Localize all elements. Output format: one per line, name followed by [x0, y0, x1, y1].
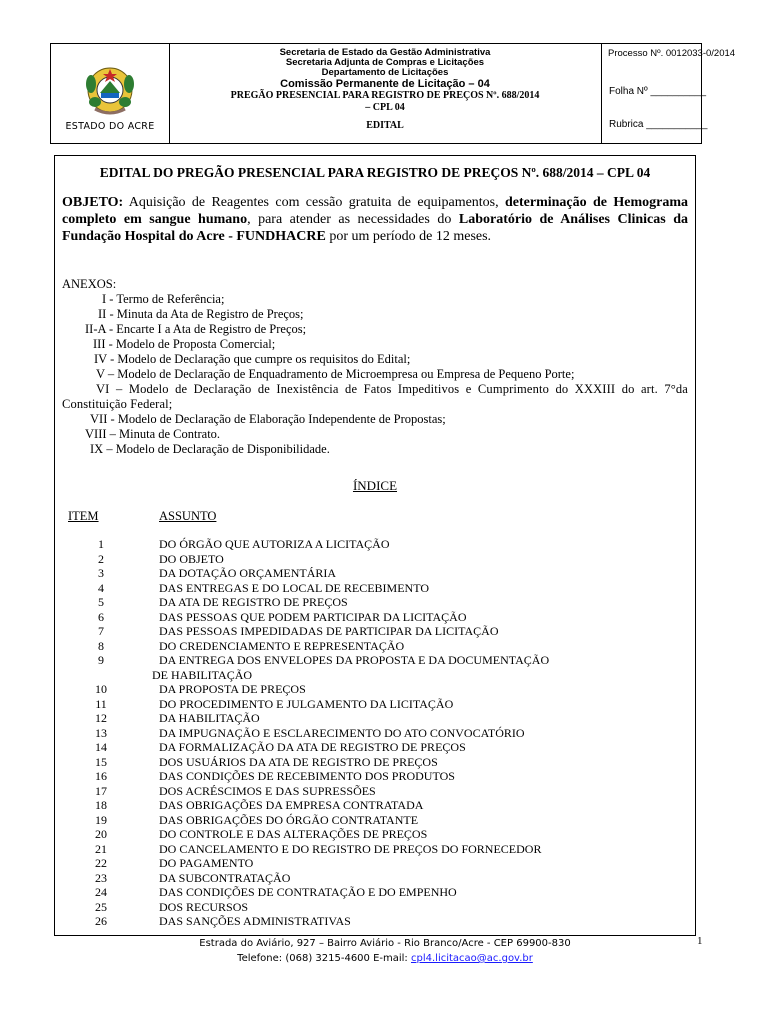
indice-row: [55, 624, 697, 639]
indice-item-subject: DAS ENTREGAS E DO LOCAL DE RECEBIMENTO: [159, 580, 429, 595]
indice-item-subject: DO CANCELAMENTO E DO REGISTRO DE PREÇOS DO FORNECEDOR: [159, 841, 542, 856]
indice-item-number: 5: [98, 595, 104, 609]
state-seal-icon: [81, 62, 139, 120]
indice-item-subject: DOS ACRÉSCIMOS E DAS SUPRESSÕES: [159, 783, 376, 798]
header-line4: Comissão Permanente de Licitação – 04: [280, 78, 490, 90]
indice-item-number: 17: [95, 783, 107, 798]
indice-row: [55, 711, 697, 726]
indice-row: [55, 755, 697, 770]
indice-row: [55, 871, 697, 886]
indice-row: [55, 566, 697, 581]
rubrica-field: Rubrica ___________: [609, 119, 708, 130]
objeto-label: OBJETO:: [62, 195, 124, 210]
indice-item-subject: DA IMPUGNAÇÃO E ESCLARECIMENTO DO ATO CONVOCATÓRIO: [159, 725, 525, 740]
indice-row: [55, 639, 697, 654]
anexo-item: I - Termo de Referência;: [102, 292, 225, 306]
indice-item-number: 19: [95, 812, 107, 827]
indice-item-subject: DA SUBCONTRATAÇÃO: [159, 870, 291, 885]
page-number: 1: [697, 935, 703, 947]
indice-item-subject: DO ÓRGÃO QUE AUTORIZA A LICITAÇÃO: [159, 537, 390, 551]
indice-item-number: 11: [95, 696, 107, 711]
indice-item-number: 9: [98, 653, 104, 667]
anexos-label: ANEXOS:: [62, 277, 117, 291]
indice-item-subject-cont: DE HABILITAÇÃO: [152, 667, 253, 682]
indice-item-subject: DOS RECURSOS: [159, 899, 249, 914]
anexo-item: V – Modelo de Declaração de Enquadramento de Microempresa ou Empresa de Pequeno Porte;: [96, 367, 575, 381]
indice-row: [55, 842, 697, 857]
objeto-text-b: determinação de Hemograma completo em sangue humano: [62, 195, 688, 227]
anexo-item: II - Minuta da Ata de Registro de Preços;: [98, 307, 304, 321]
indice-item-number: 23: [95, 870, 107, 885]
indice-item-subject: DO OBJETO: [159, 551, 224, 566]
indice-row: [55, 827, 697, 842]
indice-item-number: 21: [95, 841, 107, 856]
document-title: EDITAL DO PREGÃO PRESENCIAL PARA REGISTRO DE PREÇOS Nº. 688/2014 – CPL 04: [99, 165, 651, 180]
indice-item-subject: DAS OBRIGAÇÕES DA EMPRESA CONTRATADA: [159, 798, 424, 812]
indice-item-number: 13: [95, 725, 107, 740]
indice-row: [55, 552, 697, 567]
indice-item-number: 24: [95, 885, 107, 899]
header-line3: Departamento de Licitações: [321, 67, 449, 78]
header-title-cell: [169, 44, 602, 143]
header-line5: PREGÃO PRESENCIAL PARA REGISTRO DE PREÇOS Nº. 688/2014: [230, 90, 540, 101]
indice-row: [55, 740, 697, 755]
indice-row: [55, 610, 697, 625]
indice-item-number: 22: [95, 856, 107, 870]
indice-item-subject: DAS SANÇÕES ADMINISTRATIVAS: [159, 914, 351, 928]
indice-item-subject: DO PAGAMENTO: [159, 856, 254, 870]
indice-item-number: 1: [98, 537, 104, 551]
document-body: [54, 155, 696, 936]
indice-item-number: 26: [95, 914, 107, 928]
indice-row: [55, 798, 697, 813]
indice-item-subject: DA PROPOSTA DE PREÇOS: [159, 682, 306, 696]
indice-item-number: 16: [95, 769, 107, 783]
indice-list: [55, 537, 697, 929]
indice-item-subject: DA HABILITAÇÃO: [159, 711, 260, 725]
anexo-item: III - Modelo de Proposta Comercial;: [93, 337, 276, 351]
indice-item-subject: DA ENTREGA DOS ENVELOPES DA PROPOSTA E DA DOCUMENTAÇÃO: [159, 653, 550, 667]
header-logo-cell: [51, 44, 170, 143]
header-line6: – CPL 04: [365, 102, 405, 113]
indice-row-continuation: [55, 668, 697, 683]
anexo-item: VII - Modelo de Declaração de Elaboração Independente de Propostas;: [90, 412, 446, 426]
indice-item-number: 12: [95, 711, 107, 725]
indice-row: [55, 769, 697, 784]
indice-row: [55, 595, 697, 610]
anexo-item: II-A - Encarte I a Ata de Registro de Preços;: [85, 322, 307, 336]
indice-row: [55, 784, 697, 799]
indice-item-subject: DOS USUÁRIOS DA ATA DE REGISTRO DE PREÇOS: [159, 754, 438, 769]
indice-item-number: 6: [98, 609, 104, 624]
objeto-text-a: Aquisição de Reagentes com cessão gratuita de equipamentos,: [123, 195, 505, 210]
state-label: ESTADO DO ACRE: [65, 121, 155, 132]
indice-row: [55, 697, 697, 712]
indice-item-subject: DA DOTAÇÃO ORÇAMENTÁRIA: [159, 566, 337, 580]
indice-item-number: 20: [95, 827, 107, 841]
indice-row: [55, 581, 697, 596]
footer-contact: [0, 951, 770, 966]
folha-field: Folha Nº __________: [609, 86, 707, 97]
indice-item-subject: DAS CONDIÇÕES DE RECEBIMENTO DOS PRODUTOS: [159, 769, 455, 783]
header-line1: Secretaria de Estado da Gestão Administrativa: [279, 47, 491, 58]
anexo-item: VI – Modelo de Declaração de Inexistência de Fatos Impeditivos e Cumprimento do XXXIII do art. 7°da Constituição Federal;: [62, 382, 688, 411]
indice-item-number: 10: [95, 682, 107, 696]
header-line7: EDITAL: [366, 120, 404, 131]
header-process-cell: [602, 44, 736, 143]
anexo-item: VIII – Minuta de Contrato.: [85, 427, 221, 441]
indice-item-subject: DAS PESSOAS IMPEDIDADAS DE PARTICIPAR DA LICITAÇÃO: [159, 624, 499, 638]
footer-phone: Telefone: (068) 3215-4600 E-mail:: [237, 953, 408, 964]
indice-row: [55, 914, 697, 929]
indice-row: [55, 900, 697, 915]
indice-row: [55, 537, 697, 552]
footer-email-link[interactable]: cpl4.licitacao@ac.gov.br: [411, 953, 533, 964]
document-header: [50, 43, 736, 144]
footer-address: Estrada do Aviário, 927 – Bairro Aviário - Rio Branco/Acre - CEP 69900-830: [199, 938, 571, 949]
indice-item-subject: DAS PESSOAS QUE PODEM PARTICIPAR DA LICITAÇÃO: [159, 609, 467, 624]
indice-item-number: 25: [95, 899, 107, 914]
anexo-item: IV - Modelo de Declaração que cumpre os requisitos do Edital;: [94, 352, 411, 366]
indice-row: [55, 726, 697, 741]
indice-item-number: 4: [98, 580, 104, 595]
indice-item-number: 8: [98, 638, 104, 653]
indice-row: [55, 813, 697, 828]
indice-item-subject: DO CREDENCIAMENTO E REPRESENTAÇÃO: [159, 638, 405, 653]
indice-item-number: 18: [95, 798, 107, 812]
column-header-item: ITEM: [68, 509, 99, 523]
indice-item-subject: DA FORMALIZAÇÃO DA ATA DE REGISTRO DE PREÇOS: [159, 740, 466, 754]
indice-item-number: 14: [95, 740, 107, 754]
objeto-text-d: Laboratório de Análises Clinicas da Fundação Hospital do Acre - FUNDHACRE: [62, 212, 689, 244]
objeto-text-c: , para atender as necessidades do: [247, 212, 459, 227]
indice-item-number: 7: [98, 624, 104, 638]
indice-item-number: 15: [95, 754, 107, 769]
indice-item-subject: DO CONTROLE E DAS ALTERAÇÕES DE PREÇOS: [159, 827, 428, 841]
anexo-item: IX – Modelo de Declaração de Disponibilidade.: [90, 442, 330, 456]
header-line2: Secretaria Adjunta de Compras e Licitações: [285, 57, 485, 68]
indice-item-subject: DO PROCEDIMENTO E JULGAMENTO DA LICITAÇÃO: [159, 696, 454, 711]
indice-item-subject: DAS OBRIGAÇÕES DO ÓRGÃO CONTRATANTE: [159, 812, 419, 827]
column-header-assunto: ASSUNTO: [159, 509, 217, 523]
indice-item-number: 2: [98, 551, 104, 566]
objeto-paragraph: [62, 194, 688, 245]
objeto-text-e: por um período de 12 meses.: [325, 229, 492, 244]
anexos-list: [62, 277, 688, 457]
indice-row: [55, 682, 697, 697]
page-footer: [0, 936, 770, 966]
indice-item-subject: DAS CONDIÇÕES DE CONTRATAÇÃO E DO EMPENHO: [159, 885, 457, 899]
indice-row: [55, 653, 697, 668]
processo-number: Processo Nº. 0012033-0/2014: [608, 48, 736, 59]
indice-row: [55, 856, 697, 871]
indice-row: [55, 885, 697, 900]
indice-title: ÍNDICE: [352, 478, 398, 493]
indice-item-subject: DA ATA DE REGISTRO DE PREÇOS: [159, 595, 348, 609]
indice-item-number: 3: [98, 566, 104, 580]
